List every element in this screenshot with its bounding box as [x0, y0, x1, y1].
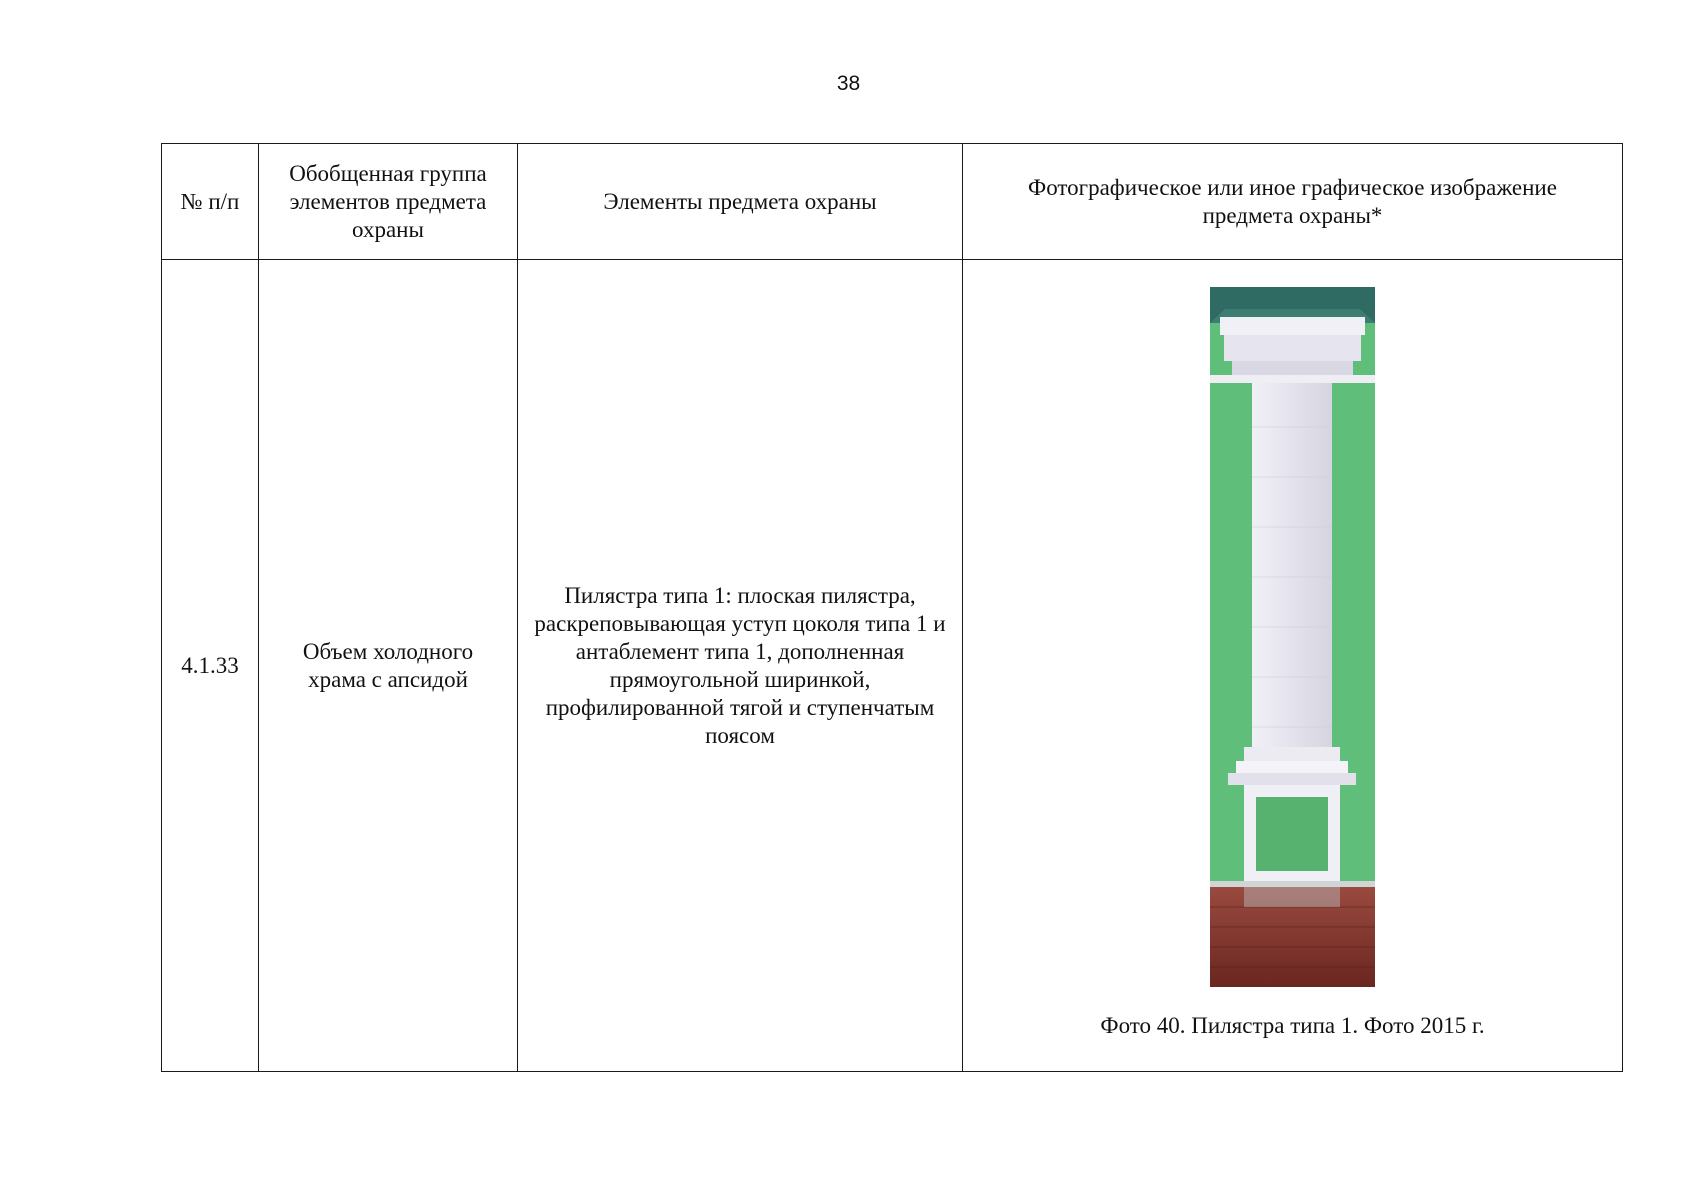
row-group: Объем холодного храма с апсидой	[259, 260, 518, 1072]
pilaster-photo	[1210, 287, 1375, 987]
page-number: 38	[836, 72, 861, 95]
row-photo-cell	[963, 260, 1623, 1072]
table-header-row	[162, 144, 1623, 260]
pilaster-photo-image	[1210, 287, 1375, 987]
header-num: № п/п	[162, 144, 259, 260]
header-photo: Фотографическое или иное графическое изображение предмета охраны*	[963, 144, 1623, 260]
heritage-table	[161, 143, 1623, 1072]
header-group: Обобщенная группа элементов предмета охраны	[259, 144, 518, 260]
row-num: 4.1.33	[162, 260, 259, 1072]
table-row	[162, 260, 1623, 1072]
row-elements: Пилястра типа 1: плоская пилястра, раскреповывающая уступ цоколя типа 1 и антаблемент типа 1, дополненная прямоугольной ширинкой, профилированной тягой и ступенчатым поясом	[518, 260, 963, 1072]
photo-caption: Фото 40. Пилястра типа 1. Фото 2015 г.	[1100, 1013, 1485, 1038]
header-elements: Элементы предмета охраны	[518, 144, 963, 260]
